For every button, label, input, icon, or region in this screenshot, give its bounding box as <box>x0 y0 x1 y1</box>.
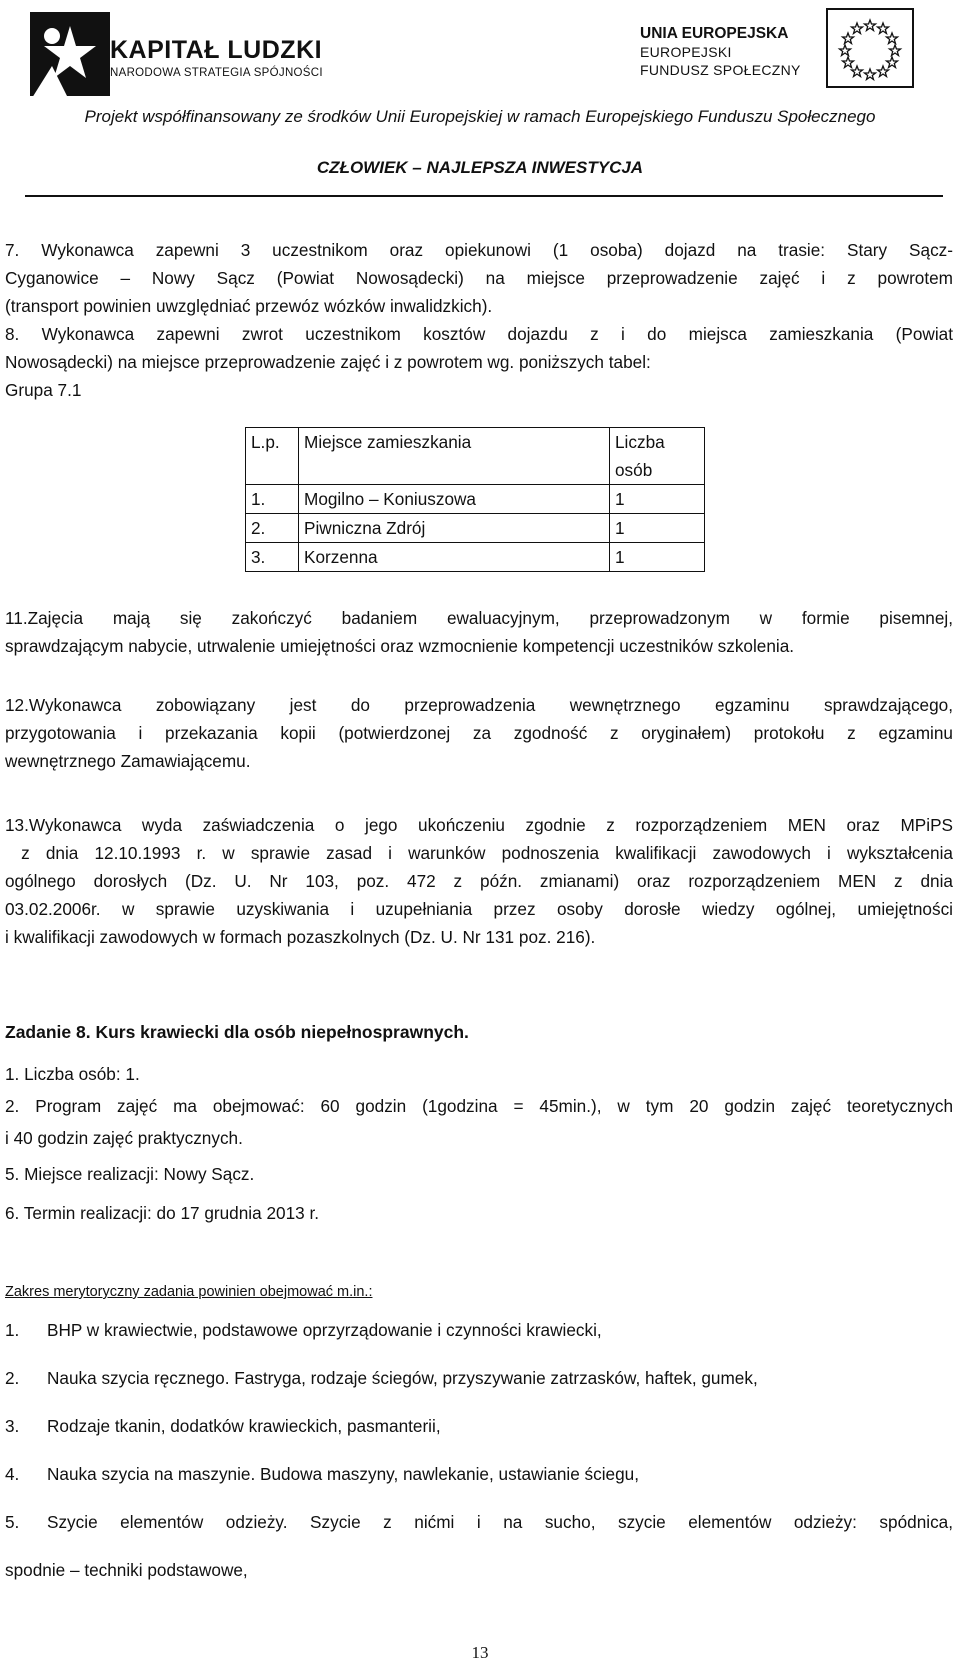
scope-item-number: 3. <box>5 1416 20 1436</box>
kapital-ludzki-subtitle: NARODOWA STRATEGIA SPÓJNOŚCI <box>110 67 323 79</box>
task-8-point: 6. Termin realizacji: do 17 grudnia 2013 r. <box>5 1203 320 1223</box>
table-cell: 1 <box>610 514 705 543</box>
group-label: Grupa 7.1 <box>5 380 82 400</box>
page-number: 13 <box>471 1643 489 1662</box>
table-header-cell: Liczba osób <box>610 428 705 485</box>
item-13-line: 03.02.2006r. w sprawie uzyskiwania i uzupełniania przez osoby dorosłe wiedzy ogólnej, umiejętności <box>5 899 953 919</box>
item-12-paragraph <box>5 691 953 775</box>
item-8-line: 8. Wykonawca zapewni zwrot uczestnikom kosztów dojazdu z i do miejsca zamieszkania (Powiat <box>5 324 953 344</box>
task-8-point-text: 2. Program zajęć ma obejmować: 60 godzin (1godzina = 45min.), w tym 20 godzin zajęć teoretycznych <box>5 1096 953 1116</box>
table-cell: 1 <box>610 543 705 572</box>
item-7-line: Cyganowice – Nowy Sącz (Powiat Nowosądecki) na miejsce przeprowadzenie zajęć i z powrotem <box>5 268 953 288</box>
slogan: CZŁOWIEK – NAJLEPSZA INWESTYCJA <box>316 158 644 177</box>
scope-item-continuation: spodnie – techniki podstawowe, <box>5 1560 248 1580</box>
table-cell: Korzenna <box>299 543 610 572</box>
eu-line-1: UNIA EUROPEJSKA <box>640 25 789 42</box>
task-8-point: i 40 godzin zajęć praktycznych. <box>5 1128 243 1148</box>
item-13-line: i kwalifikacji zawodowych w formach pozaszkolnych (Dz. U. Nr 131 poz. 216). <box>5 927 596 947</box>
scope-label: Zakres merytoryczny zadania powinien obejmować m.in.: <box>5 1284 373 1300</box>
table-row <box>246 485 705 514</box>
item-8-paragraph <box>5 320 953 404</box>
table-cell: Mogilno – Koniuszowa <box>299 485 610 514</box>
kapital-ludzki-title: KAPITAŁ LUDZKI <box>110 36 323 64</box>
table-header-cell: Miejsce zamieszkania <box>299 428 610 485</box>
scope-item-number: 4. <box>5 1464 20 1484</box>
scope-item <box>5 1364 758 1392</box>
table-row <box>246 514 705 543</box>
item-13-line: ogólnego dorosłych (Dz. U. Nr 103, poz. 472 z późn. zmianami) oraz rozporządzeniem MEN z dnia <box>5 871 953 891</box>
item-7-line: (transport powinien uwzględniać przewóz wózków inwalidzkich). <box>5 296 493 316</box>
item-7-paragraph <box>5 236 953 320</box>
item-11-paragraph <box>5 604 953 660</box>
scope-item-number: 1. <box>5 1320 20 1340</box>
item-11-line: 11.Zajęcia mają się zakończyć badaniem ewaluacyjnym, przeprowadzonym w formie pisemnej, <box>5 608 953 628</box>
residence-table <box>245 427 705 572</box>
task-8-point <box>5 1092 953 1120</box>
kapital-ludzki-wordmark <box>110 36 323 80</box>
table-cell: Piwniczna Zdrój <box>299 514 610 543</box>
item-8-line: Nowosądecki) na miejsce przeprowadzenie zajęć i z powrotem wg. poniższych tabel: <box>5 352 651 372</box>
eu-line-3: FUNDUSZ SPOŁECZNY <box>640 62 801 78</box>
scope-item <box>5 1316 602 1344</box>
eu-flag-icon <box>826 8 914 88</box>
item-13-line: 13.Wykonawca wyda zaświadczenia o jego ukończeniu zgodnie z rozporządzeniem MEN oraz MPiPS <box>5 815 953 835</box>
scope-item-number: 5. <box>5 1512 20 1532</box>
item-11-line: sprawdzającym nabycie, utrwalenie umiejętności oraz wzmocnienie kompetencji uczestników szkolenia. <box>5 636 795 656</box>
header-divider <box>25 195 943 197</box>
task-8-heading: Zadanie 8. Kurs krawiecki dla osób niepełnosprawnych. <box>5 1022 469 1042</box>
table-cell: 1. <box>246 485 299 514</box>
kapital-ludzki-logo-icon <box>22 6 118 102</box>
table-header-cell: L.p. <box>246 428 299 485</box>
eu-wordmark <box>640 25 801 79</box>
item-13-line: z dnia 12.10.1993 r. w sprawie zasad i warunków podnoszenia kwalifikacji zawodowych i wykształcenia <box>5 843 953 863</box>
table-row <box>246 543 705 572</box>
scope-item-text: BHP w krawiectwie, podstawowe oprzyrządowanie i czynności krawiecki, <box>47 1320 602 1340</box>
item-12-line: wewnętrznego Zamawiającemu. <box>5 751 251 771</box>
scope-item <box>5 1460 639 1488</box>
item-13-paragraph <box>5 811 953 951</box>
scope-item-text: Szycie elementów odzieży. Szycie z nićmi i na sucho, szycie elementów odzieży: spódnica, <box>47 1512 953 1532</box>
table-cell: 1 <box>610 485 705 514</box>
scope-item-text: Rodzaje tkanin, dodatków krawieckich, pasmanterii, <box>47 1416 441 1436</box>
scope-item <box>5 1412 441 1440</box>
task-8-point: 1. Liczba osób: 1. <box>5 1064 140 1084</box>
item-7-line: 7. Wykonawca zapewni 3 uczestnikom oraz opiekunowi (1 osoba) dojazd na trasie: Stary Sącz- <box>5 240 953 260</box>
table-cell: 2. <box>246 514 299 543</box>
scope-item-number: 2. <box>5 1368 20 1388</box>
scope-item-text: Nauka szycia na maszynie. Budowa maszyny, nawlekanie, ustawianie ściegu, <box>47 1464 639 1484</box>
table-cell: 3. <box>246 543 299 572</box>
scope-item <box>5 1508 953 1536</box>
task-8-point: 5. Miejsce realizacji: Nowy Sącz. <box>5 1164 255 1184</box>
project-cofinancing-line: Projekt współfinansowany ze środków Unii Europejskiej w ramach Europejskiego Funduszu Społecznego <box>84 107 876 126</box>
item-12-line: przygotowania i przekazania kopii (potwierdzonej za zgodność z oryginałem) protokołu z egzaminu <box>5 723 953 743</box>
item-12-line: 12.Wykonawca zobowiązany jest do przeprowadzenia wewnętrznego egzaminu sprawdzającego, <box>5 695 953 715</box>
table-header-row <box>246 428 705 485</box>
header <box>0 0 960 200</box>
eu-line-2: EUROPEJSKI <box>640 44 732 60</box>
scope-item-text: Nauka szycia ręcznego. Fastryga, rodzaje ściegów, przyszywanie zatrzasków, haftek, gumek, <box>47 1368 758 1388</box>
